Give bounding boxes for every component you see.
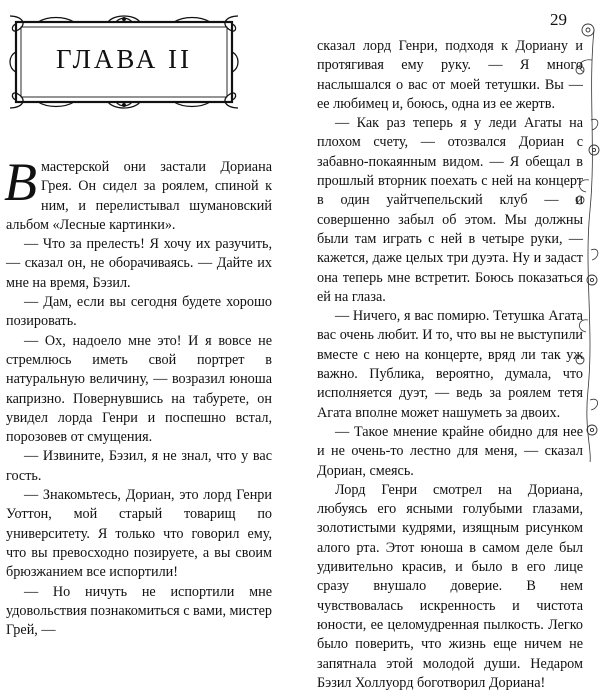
chapter-title: ГЛАВА II bbox=[56, 44, 192, 74]
paragraph-5: — Извините, Бэзил, я не знал, что у вас гость. bbox=[6, 448, 272, 484]
paragraph-6: — Знакомьтесь, Дориан, это лорд Генри Уоттон, мой старый товарищ по университету. Я только что говорил ему, что вы превосходно позируете, а вы своим брюзжанием все испортили! bbox=[6, 487, 272, 581]
paragraph-4: — Ох, надоело мне это! И я вовсе не стремлюсь иметь свой портрет в натуральную величину, — возразил юноша капризно. Повернувшись на табурете, он увидел лорда Генри и поспешно встал, порозовев от смущения. bbox=[6, 332, 272, 446]
paragraph-1-text: мастерской они застали Дориана Грея. Он сидел за роялем, спиной к ним, и перелистывал шумановский альбом «Лесные картинки». bbox=[6, 159, 272, 233]
left-text-column bbox=[4, 152, 272, 640]
paragraph-9: — Ничего, я вас помирю. Тетушка Агата вас очень любит. И то, что вы не выступили вместе с нею на концерте, вряд ли так уж важно. Публика, вероятно, думала, что исполняется дуэт, — ведь за роялем тетя Агата вполне может нашуметь за двоих. bbox=[317, 308, 583, 421]
paragraph-2: — Что за прелесть! Я хочу их разучить, — сказал он, не оборачиваясь. — Дайте их мне на время, Бэзил. bbox=[6, 236, 272, 291]
paragraph-8: — Как раз теперь я у леди Агаты на плохом счету, — отозвался Дориан с забавно-покаянным видом. — Я обещал в прошлый вторник поехать с ней на концерт в один уайтчепельский клуб — и совершенно забыл об этом. Мы должны были там играть с ней в четыре руки, — кажется, даже целых три дуэта. Ну и задаст она теперь мне встретит. Боюсь показаться ей на глаза. bbox=[317, 115, 583, 305]
paragraph-11: Лорд Генри смотрел на Дориана, любуясь его ясными голубыми глазами, золотистыми кудрями, изящным рисунком алого рта. Этот юноша в самом деле был удивительно красив, и было в его лице сразу внушало доверие. В нем чувствовалась искренность и чистота юности, ее целомудренная пылкость. Легко было поверить, что жизнь еще ничем не запятнала этой молодой души. Недаром Бэзил Холлуорд боготворил Дориана! bbox=[317, 481, 583, 691]
right-text-column bbox=[317, 37, 583, 693]
paragraph-3: — Дам, если вы сегодня будете хорошо позировать. bbox=[6, 294, 272, 330]
paragraph-continued: сказал лорд Генри, подходя к Дориану и протягивая ему руку. — Я много наслышался о вас от моей тетушки. Вы — ее любимец и, боюсь, одна из ее жертв. bbox=[317, 38, 583, 112]
paragraph-1 bbox=[4, 152, 272, 235]
dropcap-letter: В bbox=[4, 152, 37, 212]
paragraph-7: — Но ничуть не испортили мне удовольствия познакомиться с вами, мистер Грей, — bbox=[6, 583, 272, 639]
page-number: 29 bbox=[550, 10, 567, 29]
paragraph-10: — Такое мнение крайне обидно для нее и не очень-то лестно для меня, — сказал Дориан, смеясь. bbox=[317, 423, 583, 479]
